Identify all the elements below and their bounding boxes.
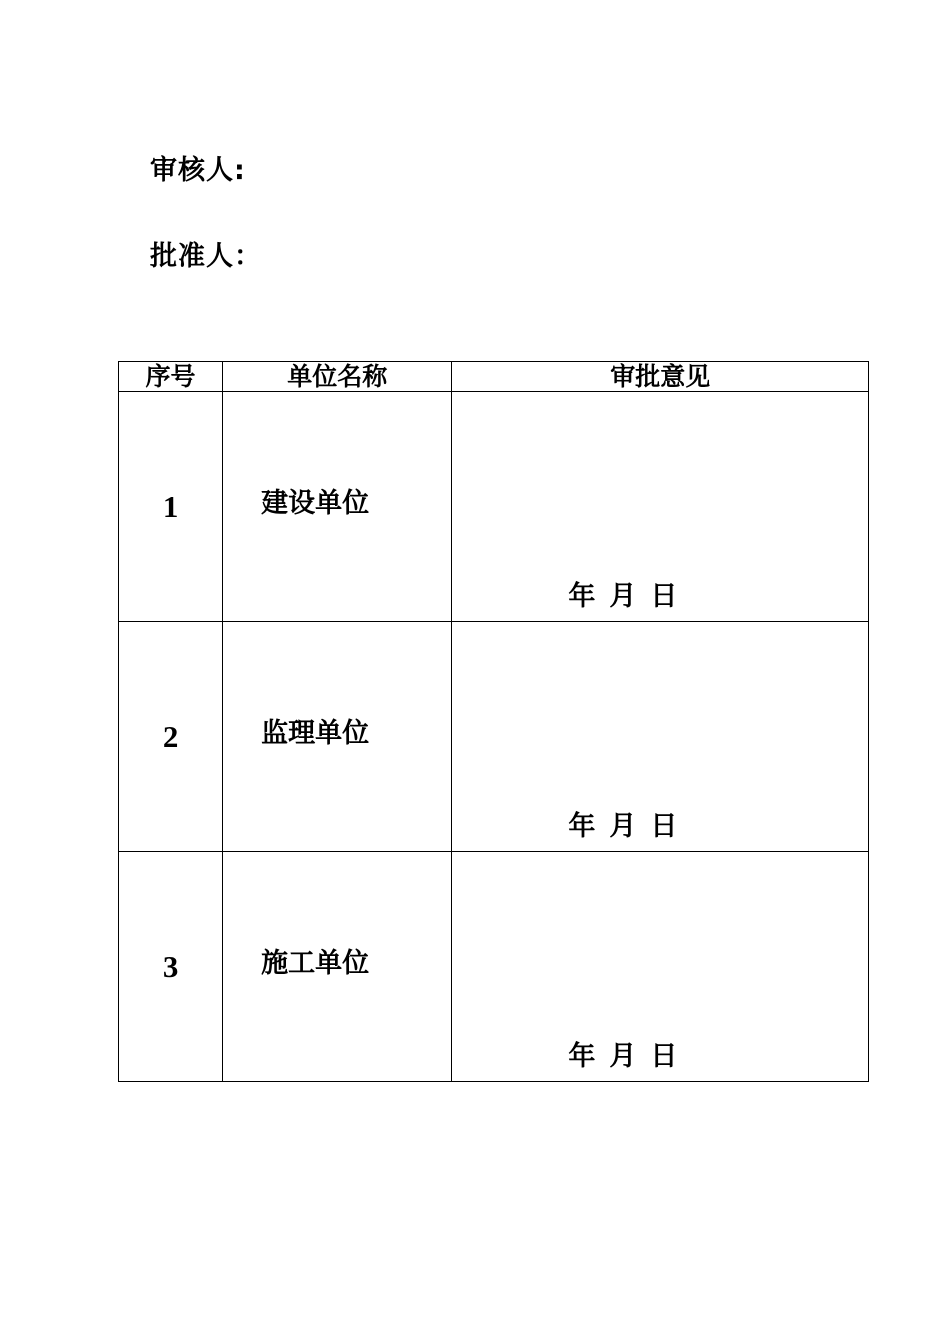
- header-unit-name: 单位名称: [223, 362, 452, 392]
- row-opinion-field[interactable]: [452, 392, 869, 622]
- row-seq: 1: [119, 392, 223, 622]
- date-year: 年: [568, 1041, 596, 1072]
- row-seq: 3: [119, 852, 223, 1082]
- approval-table: [118, 361, 869, 1082]
- date-day: 日: [650, 581, 678, 612]
- approver-label: 批准人：: [150, 241, 262, 272]
- date-day: 日: [650, 811, 678, 842]
- date-day: 日: [650, 1041, 678, 1072]
- header-seq: 序号: [119, 362, 223, 392]
- row-seq: 2: [119, 622, 223, 852]
- date-month: 月: [609, 581, 637, 612]
- row-unit-cell: [223, 622, 452, 852]
- row-opinion-field[interactable]: [452, 852, 869, 1082]
- date-line: [568, 1034, 677, 1073]
- row-opinion-field[interactable]: [452, 622, 869, 852]
- header-approval-opinion: 审批意见: [452, 362, 869, 392]
- reviewer-label: 审核人:: [150, 155, 246, 186]
- date-year: 年: [568, 811, 596, 842]
- row-unit-name: 施工单位: [261, 948, 370, 979]
- date-month: 月: [609, 1041, 637, 1072]
- date-line: [568, 574, 677, 613]
- row-unit-name: 建设单位: [261, 488, 370, 519]
- date-line: [568, 804, 677, 843]
- row-unit-cell: [223, 392, 452, 622]
- date-year: 年: [568, 581, 596, 612]
- row-unit-cell: [223, 852, 452, 1082]
- table-row: [119, 392, 869, 622]
- table-row: [119, 852, 869, 1082]
- date-month: 月: [609, 811, 637, 842]
- table-row: [119, 622, 869, 852]
- table-header-row: [119, 362, 869, 392]
- row-unit-name: 监理单位: [261, 718, 370, 749]
